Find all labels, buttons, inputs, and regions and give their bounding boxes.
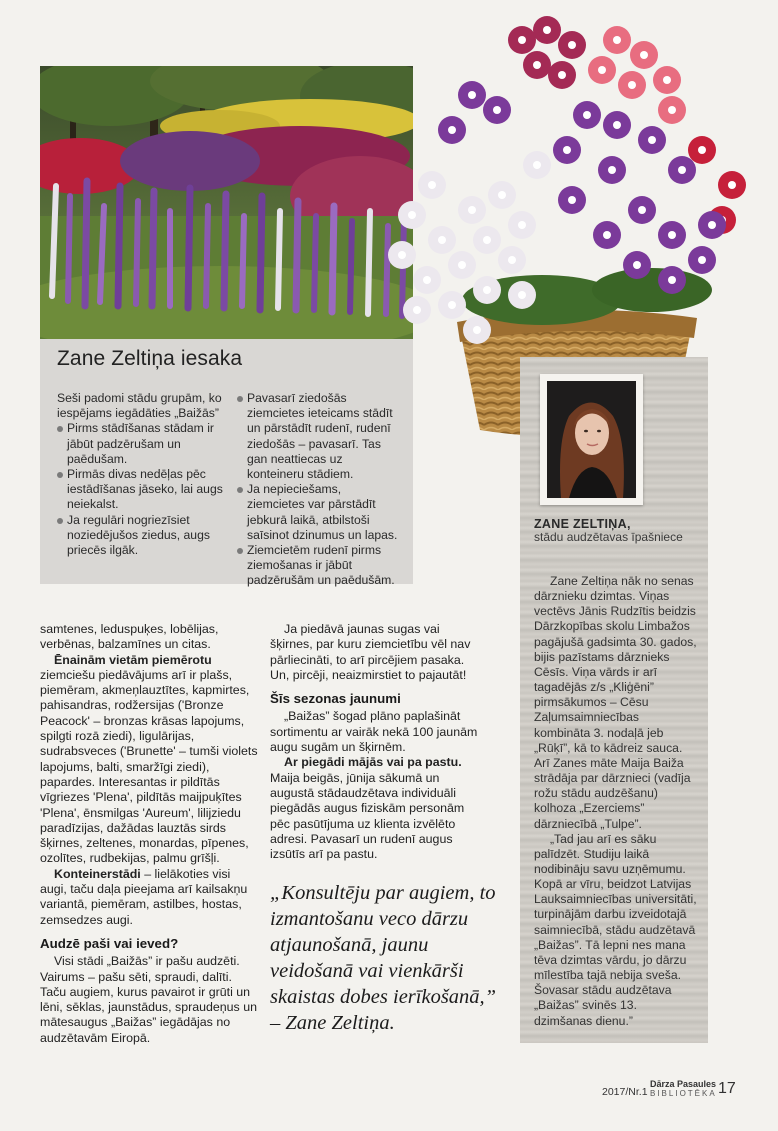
- paragraph: [270, 755, 485, 862]
- garden-photo: [40, 66, 413, 339]
- tip-box-title: Zane Zeltiņa iesaka: [57, 347, 243, 370]
- lead-in: Ar piegādi mājās vai pa pastu.: [284, 755, 462, 770]
- tip-item: Ja regulāri nogriezīsiet noziedējušos ziedus, augs priecēs ilgāk.: [57, 513, 227, 559]
- profile-bio-paragraph: „Tad jau arī es sāku palīdzēt. Studiju laikā nodibināju savu uzņēmumu. Kopā ar vīru, beidzot Latvijas Lauksaimniecības universitāti, turpinājām darbu izveidotajā saimniecībā, stādu audzētavā „Baižas”. Tā lepni nes mana tēva dzimtas vārdu, jo dārzu mīlestība tajā nebija sveša. Šovasar stādu audzētava „Baižas” svinēs 13. dzimšanas dienu.”: [534, 831, 697, 1028]
- lead-in: Ēnainām vietām piemērotu: [54, 652, 212, 667]
- pull-quote: [270, 880, 510, 1036]
- page-number: 17: [718, 1080, 736, 1097]
- paragraph-text: ziemciešu piedāvājums arī ir plašs, piemēram, akmeņlauztītes, kapmirtes, pahisandras, rodžersijas ('Bronze Peacock' – bronzas krāsas lapojums, spilgti rozā ziedi), ligulārijas, sudrabsveces ('Brunette' – tumši violets lapojums, balti, smaržīgi ziedi), papardes. Interesantas ir pildītās vīgriezes 'Plena', pildītās maijpuķītes 'Plena', ēnsmilgas 'Aureum', lilijziedu paradīzijas, dažādas lauztās sirds šķirnes, zeltenes, monardas, pīpenes, ozolītes, rudbekijas, palmu grīšļi.: [40, 667, 258, 866]
- brand-line-2: BIBLIOTĒKA: [650, 1089, 717, 1098]
- paragraph-text: – lielākoties visi augi, taču daļa pieejama arī kailsakņu variantā, piemēram, astilbes, hostas, zemsedzes augi.: [40, 866, 248, 927]
- tip-item: Ja nepieciešams, ziemcietes var pārstādīt jebkurā laikā, atbilstoši saīsinot dzinumus un lapas.: [237, 482, 402, 543]
- brand-line-1: Dārza Pasaules: [650, 1079, 717, 1089]
- paragraph: [40, 653, 258, 867]
- paragraph-text: Maija beigās, jūnija sākumā un augustā stādaudzētava individuāli piegādās augus fiziskām personām pēc pasūtījuma uz klienta izvēlēto adresi. Pavasarī un rudenī augus izsūtīs arī pa pastu.: [270, 770, 465, 862]
- paragraph: Ja piedāvā jaunas sugas vai šķirnes, par kuru ziemcietību vēl nav pārliecināti, to arī pircējiem pasaka. Un, pircēji, neaizmirstiet to pajautāt!: [270, 622, 471, 682]
- tip-item: Pirms stādīšanas stādam ir jābūt padzērušam un paēdušam.: [57, 421, 227, 467]
- paragraph: „Baižas” šogad plāno paplašināt sortimentu ar vairāk nekā 100 jaunām augu sugām un šķirnēm.: [270, 709, 478, 755]
- article-column-2: [270, 622, 485, 862]
- section-heading: Šīs sezonas jaunumi: [270, 691, 401, 707]
- portrait-photo: [547, 381, 636, 498]
- tip-item: Ziemcietēm rudenī pirms ziemošanas ir jābūt padzērušām un paēdušām.: [237, 543, 402, 589]
- pull-quote-author: Zane Zeltiņa.: [285, 1012, 395, 1034]
- profile-name: ZANE ZELTIŅA,: [534, 517, 631, 531]
- tip-item: Pavasarī ziedošās ziemcietes ieteicams stādīt un pārstādīt rudenī, rudenī ziedošās – pavasarī. Tas gan neattiecas uz konteineru stādiem.: [237, 391, 402, 482]
- profile-bio: [534, 574, 698, 1029]
- pull-quote-text: „Konsultēju par augiem, to izmantošanu veco dārzu atjaunošanā, jaunu veidošanā vai vienkārši skaistas dobes ierīkošanā,” –: [270, 882, 497, 1034]
- portrait-frame: [540, 374, 643, 505]
- paragraph: samtenes, leduspuķes, lobēlijas, verbēnas, balzamīnes un citas.: [40, 622, 219, 652]
- profile-sidebar: [520, 357, 708, 1043]
- tip-box: [40, 339, 413, 588]
- magazine-brand: [650, 1080, 717, 1098]
- tip-intro: Seši padomi stādu grupām, ko iespējams iegādāties „Baižās”: [57, 391, 222, 421]
- tip-column-left: [57, 391, 227, 558]
- section-heading: Audzē paši vai ieved?: [40, 935, 179, 951]
- paragraph: Visi stādi „Baižās” ir pašu audzēti. Vairums – pašu sēti, spraudi, dalīti. Taču augiem, kurus pavairot ir grūti un lēni, sēklas, jaunstādus, spraudeņus un mātesaugus „Baižas” iegādājas no audzētavām Eiropā.: [40, 954, 257, 1045]
- issue-label: 2017/Nr.1: [602, 1086, 648, 1098]
- article-column-1: [40, 622, 258, 1046]
- paragraph: [40, 867, 258, 928]
- profile-role: stādu audzētavas īpašniece: [534, 530, 683, 544]
- profile-bio-paragraph: Zane Zeltiņa nāk no senas dārznieku dzimtas. Viņas vectēvs Jānis Rudzītis beidzis Dārzkopības skolu Limbažos pagājušā gadsimta 30. gados, bijis pazīstams dārznieks Cēsīs. Viņa vārds ir arī tagadējās z/s „Kliģēni” pirmsākumos – Cēsu Zaļumsaimniecības kombināta 3. nodaļā jeb „Rūķī”, kā to kādreiz sauca. Arī Zanes māte Maija Baiža strādāja par dārznieci (vadīja rožu stādu audzēšanu) kolhoza „Ezerciems” dārzniecībā „Tulpe”.: [534, 574, 697, 831]
- tip-item: Pirmās divas nedēļas pēc iestādīšanas jāseko, lai augs neiekalst.: [57, 467, 227, 513]
- lead-in: Konteinerstādi: [54, 866, 141, 881]
